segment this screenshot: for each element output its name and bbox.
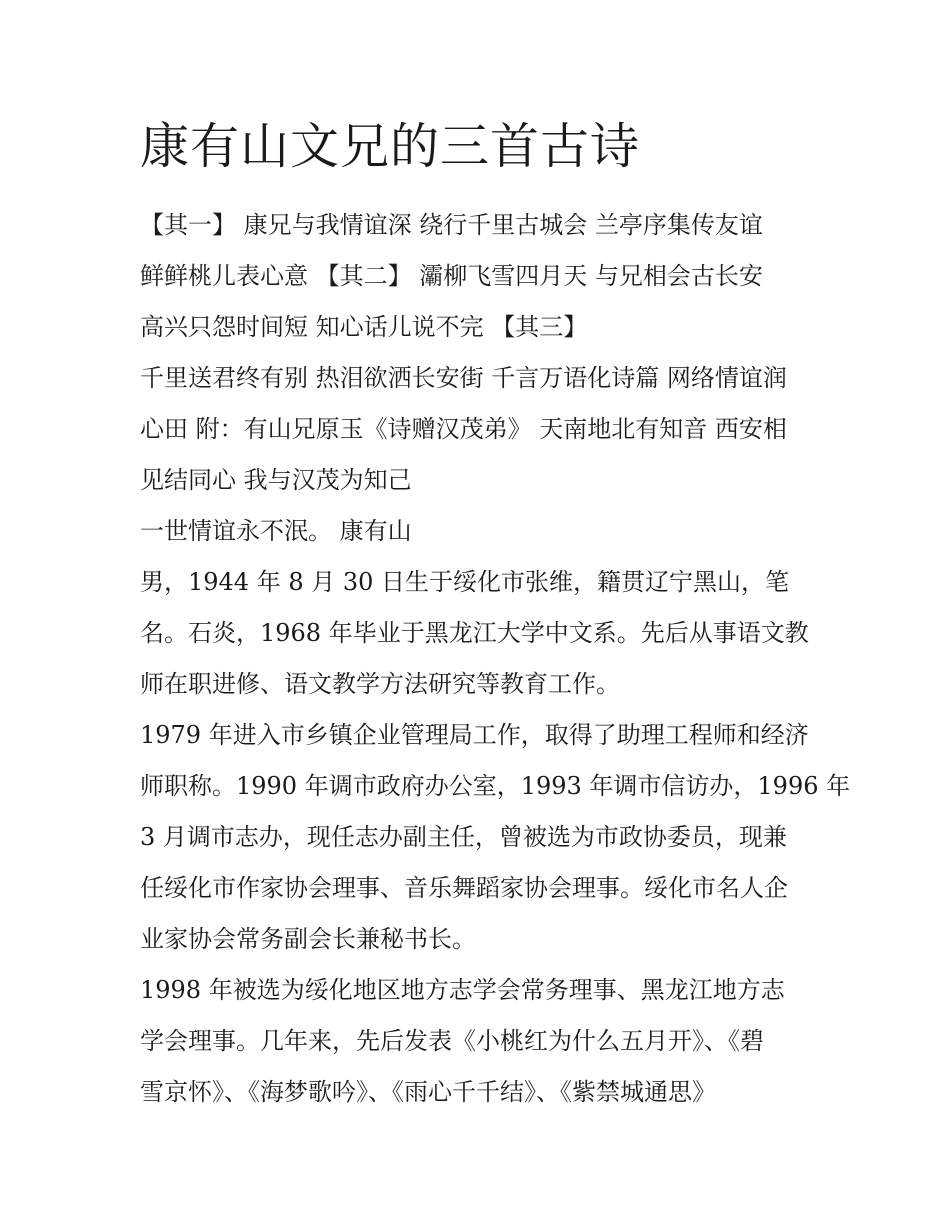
- text-line: 师职称。1990 年调市政府办公室，1993 年调市信访办，1996 年: [140, 772, 851, 800]
- text-line: 鲜鲜桃儿表心意 【其二】 灞柳飞雪四月天 与兄相会古长安: [140, 262, 763, 290]
- document-page: [140, 110, 851, 1118]
- document-body: [140, 200, 851, 1118]
- text-line: 名。石炎，1968 年毕业于黑龙江大学中文系。先后从事语文教: [140, 619, 809, 647]
- text-line: 学会理事。几年来，先后发表《小桃红为什么五月开》、《碧: [140, 1027, 764, 1055]
- text-line: 见结同心 我与汉茂为知己: [140, 466, 412, 494]
- text-line: 男，1944 年 8 月 30 日生于绥化市张维，籍贯辽宁黑山，笔: [140, 568, 790, 596]
- text-line: 师在职进修、语文教学方法研究等教育工作。: [140, 670, 620, 698]
- document-title: 康有山文兄的三首古诗: [140, 118, 641, 175]
- text-line: 业家协会常务副会长兼秘书长。: [140, 925, 476, 953]
- text-line: 雪京怀》、《海梦歌吟》、《雨心千千结》、《紫禁城通思》: [140, 1078, 716, 1106]
- text-line: 一世情谊永不泯。 康有山: [140, 517, 412, 545]
- text-line: 高兴只怨时间短 知心话儿说不完 【其三】: [140, 313, 588, 341]
- text-line: 任绥化市作家协会理事、音乐舞蹈家协会理事。绥化市名人企: [140, 874, 788, 902]
- text-line: 1998 年被选为绥化地区地方志学会常务理事、黑龙江地方志: [140, 976, 785, 1004]
- text-line: 1979 年进入市乡镇企业管理局工作，取得了助理工程师和经济: [140, 721, 809, 749]
- text-line: 【其一】 康兄与我情谊深 绕行千里古城会 兰亭序集传友谊: [140, 211, 763, 239]
- text-line: 3 月调市志办，现任志办副主任，曾被选为市政协委员，现兼: [140, 823, 787, 851]
- text-line: 千里送君终有别 热泪欲洒长安街 千言万语化诗篇 网络情谊润: [140, 364, 787, 392]
- text-line: 心田 附：有山兄原玉《诗赠汉茂弟》 天南地北有知音 西安相: [140, 415, 787, 443]
